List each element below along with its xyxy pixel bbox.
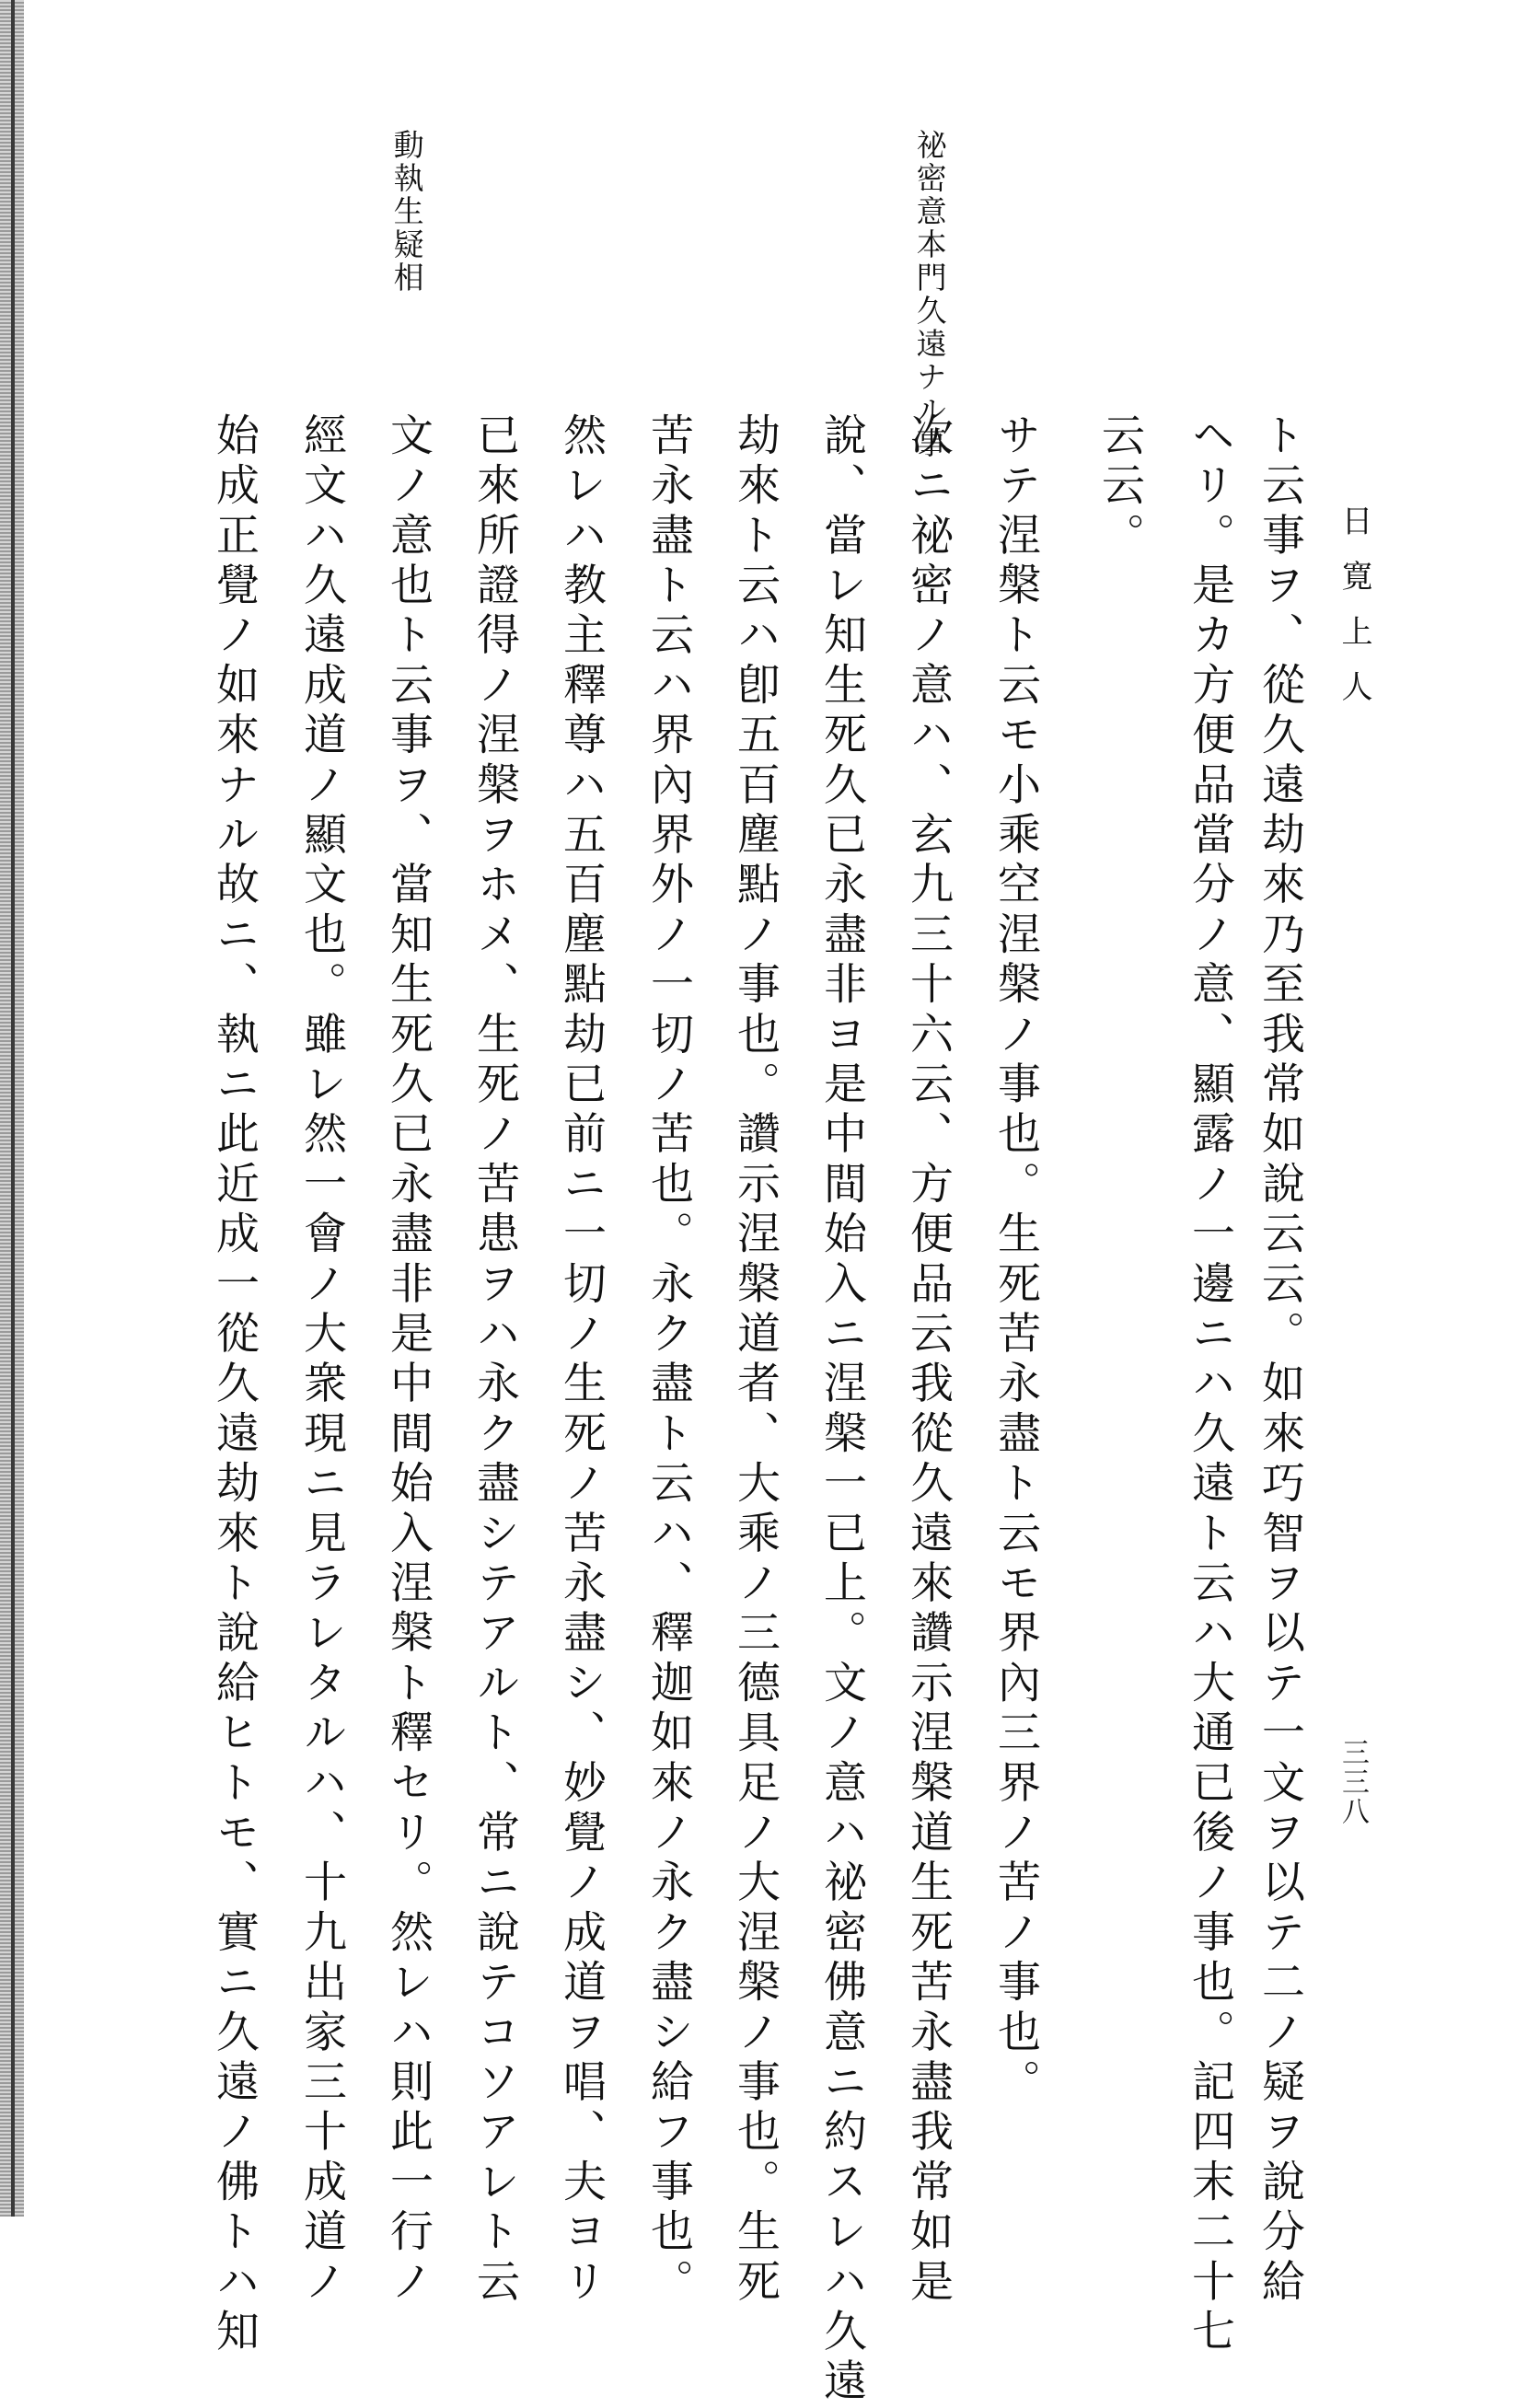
text-line-12: 經文ハ久遠成道ノ顯文也。雖レ然一會ノ大衆現ニ見ラレタルハ、十九出家三十成道ノ	[296, 412, 347, 2309]
side-note-secret-meaning: 祕密意本門久遠ナル事	[911, 129, 948, 460]
text-line-10: 已來所證得ノ涅槃ヲホメ、生死ノ苦患ヲハ永ク盡シテアルト、常ニ說テコソアレト云	[469, 412, 520, 2309]
text-line-1: ト云事ヲ、從久遠劫來乃至我常如說云云。如來巧智ヲ以テ一文ヲ以テ二ノ疑ヲ說分給	[1255, 412, 1305, 2309]
text-line-11: 文ノ意也ト云事ヲ、當知生死久已永盡非是中間始入涅槃ト釋セリ。然レハ則此一行ノ	[383, 412, 434, 2309]
text-line-3: 云云。	[1094, 412, 1145, 562]
side-note-doubt: 動執生疑相	[388, 129, 425, 295]
text-line-9: 然レハ教主釋尊ハ五百塵點劫已前ニ一切ノ生死ノ苦永盡シ、妙覺ノ成道ヲ唱、夫ヨリ	[556, 412, 607, 2309]
running-header: 日寛上人	[1336, 504, 1372, 725]
page-number: 三三八	[1336, 1738, 1369, 1826]
text-line-4: サテ涅槃ト云モ小乘空涅槃ノ事也。生死苦永盡ト云モ界內三界ノ苦ノ事也。	[990, 412, 1041, 2109]
text-line-7: 劫來ト云ハ卽五百塵點ノ事也。讚示涅槃道者、大乘ノ三德具足ノ大涅槃ノ事也。生死	[730, 412, 781, 2309]
text-line-5: 次ニ祕密ノ意ハ、玄九三十六云、方便品云我從久遠來讚示涅槃道生死苦永盡我常如是	[903, 412, 954, 2309]
text-line-2: ヘリ。是カ方便品當分ノ意、顯露ノ一邊ニハ久遠ト云ハ大通已後ノ事也。記四末二十七	[1185, 412, 1235, 2358]
text-line-13: 始成正覺ノ如來ナル故ニ、執ニ此近成一從久遠劫來ト說給ヒトモ、實ニ久遠ノ佛トハ知	[209, 412, 260, 2358]
text-line-6: 說、當レ知生死久已永盡非ヨ是中間始入ニ涅槃一已上。文ノ意ハ祕密佛意ニ約スレハ久遠	[816, 412, 867, 2408]
binding-edge	[0, 0, 24, 2217]
text-line-8: 苦永盡ト云ハ界內界外ノ一切ノ苦也。永ク盡ト云ハ、釋迦如來ノ永ク盡シ給フ事也。	[643, 412, 694, 2309]
